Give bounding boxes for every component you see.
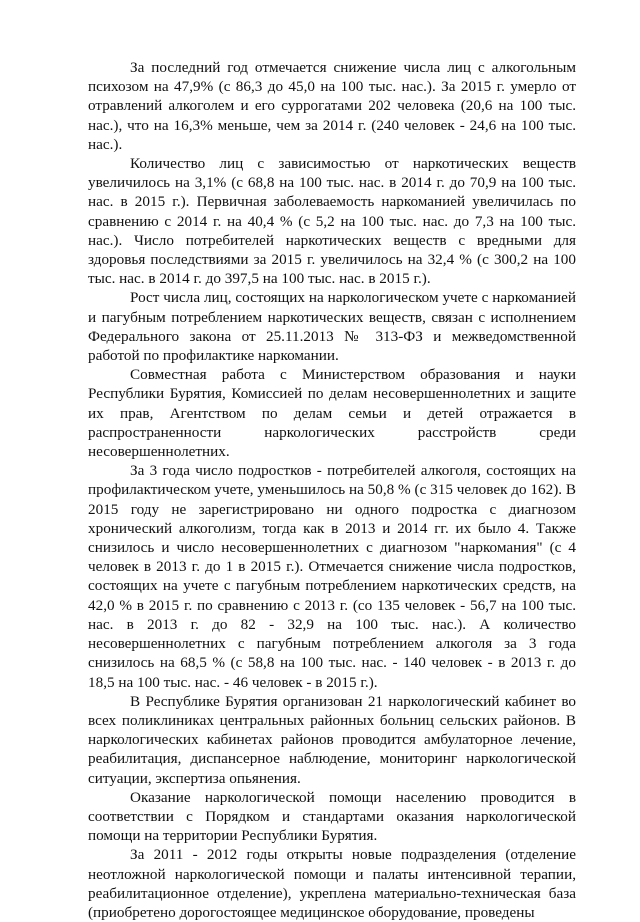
paragraph-alcohol-psychosis: За последний год отмечается снижение числа лиц с алкогольным психозом на 47,9% (с 86,3 до 45,0 на 100 тыс. нас.). За 2015 г. умерло от отравлений алкоголем и его суррогатами 202 человека (20,6 на 100 тыс. нас.), что на 16,3% меньше, чем за 2014 г. (240 человек - 24,6 на 100 тыс. нас.). bbox=[88, 59, 576, 153]
paragraph-joint-work: Совместная работа с Министерством образования и науки Республики Бурятия, Комиссией по делам несовершеннолетних и защите их прав, Агентством по делам семьи и детей отражается в распространенности наркологических расстройств среди несовершеннолетних. bbox=[88, 366, 576, 461]
paragraph-adolescents: За 3 года число подростков - потребителей алкоголя, состоящих на профилактическом учете, уменьшилось на 50,8 % (с 315 человек до 162). В 2015 году не зарегистрировано ни одного подростка с диагнозом хронический алкоголизм, тогда как в 2013 и 2014 гг. их было 4. Также снизилось и число несовершеннолетних с диагнозом "наркомания" (с 4 человек в 2013 г. до 1 в 2015 г.). Отмечается снижение числа подростков, состоящих на учете с пагубным потреблением наркотических средств, на 42,0 % в 2015 г. по сравнению с 2013 г. (со 135 человек - 56,7 на 100 тыс. нас. в 2013 г. до 82 - 32,9 на 100 тыс. нас.). А количество несовершеннолетних с пагубным потреблением алкоголя за 3 года снизилось на 68,5 % (с 58,8 на 100 тыс. нас. - 140 человек - в 2013 г. до 18,5 на 100 тыс. нас. - 46 человек - в 2015 г.). bbox=[88, 462, 576, 691]
paragraph-narcology-offices: В Республике Бурятия организован 21 наркологический кабинет во всех поликлиниках центральных районных больниц сельских районов. В наркологических кабинетах районов проводится амбулаторное лечение, реабилитация, диспансерное наблюдение, мониторинг наркологической ситуации, экспертиза опьянения. bbox=[88, 692, 576, 787]
paragraph-registry-growth: Рост числа лиц, состоящих на наркологическом учете с наркоманией и пагубным потреблением наркотических веществ, связан с исполнением Федерального закона от 25.11.2013 № 313-ФЗ и межведомственной работой по профилактике наркомании. bbox=[88, 289, 576, 365]
paragraph-new-units: За 2011 - 2012 годы открыты новые подразделения (отделение неотложной наркологической помощи и палаты интенсивной терапии, реабилитационное отделение), укреплена материально-техническая база (приобретено дорогостоящее медицинское оборудование, проведены bbox=[88, 846, 576, 921]
document-page bbox=[88, 58, 576, 922]
paragraph-drug-dependence: Количество лиц с зависимостью от наркотических веществ увеличилось на 3,1% (с 68,8 на 100 тыс. нас. в 2014 г. до 70,9 на 100 тыс. нас. в 2015 г.). Первичная заболеваемость наркоманией увеличилась по сравнению с 2014 г. на 40,4 % (с 5,2 на 100 тыс. нас. до 7,3 на 100 тыс. нас.). Число потребителей наркотических веществ с вредными для здоровья последствиями за 2015 г. увеличилось на 32,4 % (с 300,2 на 100 тыс. нас. в 2014 г. до 397,5 на 100 тыс. нас. в 2015 г.). bbox=[88, 155, 576, 288]
paragraph-care-standards: Оказание наркологической помощи населению проводится в соответствии с Порядком и стандартами оказания наркологической помощи на территории Республики Бурятия. bbox=[88, 788, 576, 845]
